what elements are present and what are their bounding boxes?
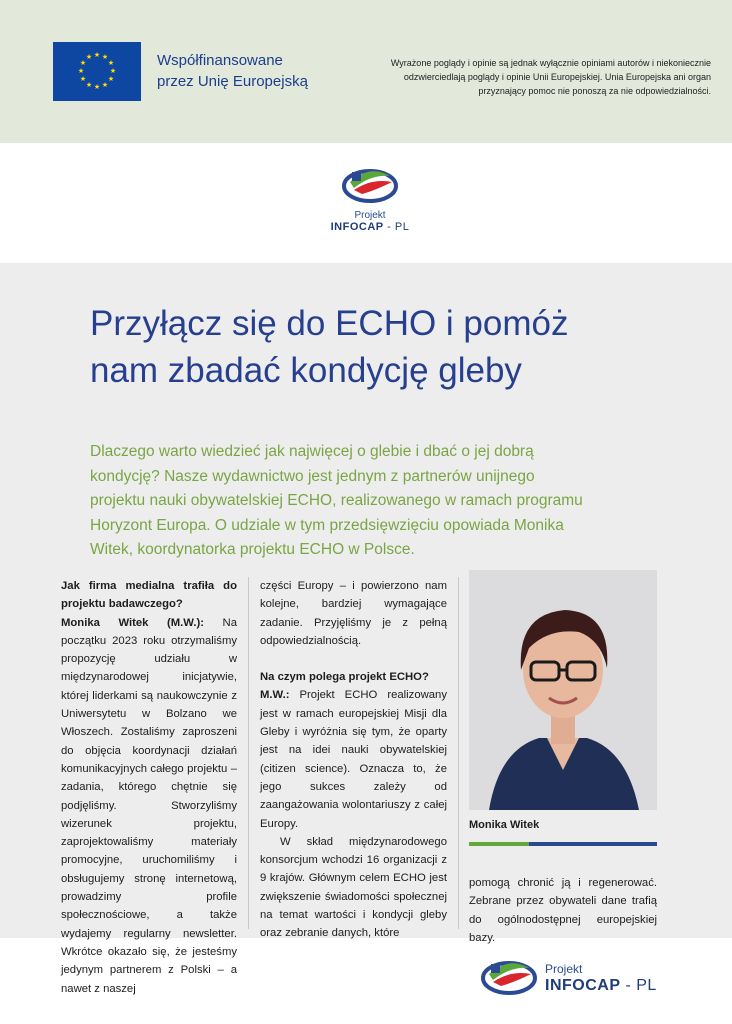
infocap-logo (325, 160, 415, 245)
svg-text:★: ★ (85, 53, 93, 61)
svg-text:★: ★ (93, 83, 101, 91)
question-1: Jak firma medialna trafiła do projektu badawczego? (61, 580, 237, 611)
article-column-2 (260, 577, 447, 943)
svg-text:★: ★ (93, 51, 101, 59)
svg-text:★: ★ (85, 81, 93, 89)
svg-text:★: ★ (107, 59, 115, 67)
svg-text:★: ★ (79, 59, 87, 67)
answer-1-continued: części Europy – i powierzono nam kolejne, bardziej wymagające zadanie. Przyjęliśmy je z pełną odpowiedzialnością. (260, 580, 447, 647)
footer-projekt-label: Projekt (545, 962, 583, 976)
eu-flag-icon (53, 42, 141, 101)
logo-projekt-label: Projekt (354, 210, 386, 221)
answer-1: Monika Witek (M.W.): Na początku 2023 roku otrzymaliśmy propozycję udziału w międzynarodowej inicjatywie, której liderkami są naukowczynie z Uniwersytetu w Bolzano we Włoszech. Zostaliśmy zaproszeni do objęcia koordynacji działań komunikacyjnych całego projektu – zadania, którego chętnie się podjęliśmy. Stworzyliśmy wizerunek projektu, zaprojektowaliśmy materiały promocyjne, uruchomiliśmy i obsługujemy stronę internetową, prowadzimy profile społecznościowe, a także wydajemy regularny newsletter. Wkrótce okazało się, że jesteśmy jedynym partnerem z Polski – a nawet z naszej (61, 616, 237, 995)
caption-underline (469, 842, 657, 846)
infocap-swoosh-icon (479, 952, 539, 1000)
svg-text:★: ★ (101, 53, 109, 61)
answer-2: M.W.: Projekt ECHO realizowany jest w ramach europejskiej Misji dla Gleby i wyróżnia się tym, że oparty jest na idei nauki obywatelskiej (citizen science). Oznacza to, że jego sukces zależy od zaangażowania wolontariuszy z całej Europy. (260, 689, 447, 830)
article-lead: Dlaczego warto wiedzieć jak najwięcej o glebie i dbać o jej dobrą kondycję? Nasze wydawnictwo jest jednym z partnerów unijnego projektu nauki obywatelskiej ECHO, realizowanego w ramach programu Horyzont Europa. O udziale w tym przedsięwzięciu opowiada Monika Witek, koordynatorka projektu ECHO w Polsce. (90, 443, 583, 558)
svg-text:★: ★ (109, 67, 117, 75)
photo-caption: Monika Witek (469, 819, 540, 831)
eu-header-band (0, 0, 732, 143)
answer-2-paragraph-2: W skład międzynarodowego konsorcjum wchodzi 16 organizacji z 9 krajów. Głównym celem ECHO jest zwiększenie świadomości społecznej na temat wartości i kondycji gleby oraz zebranie danych, które (260, 835, 447, 940)
svg-text:★: ★ (107, 75, 115, 83)
question-2: Na czym polega projekt ECHO? (260, 671, 429, 684)
portrait-photo (469, 570, 657, 810)
eu-disclaimer: Wyrażone poglądy i opinie są jednak wyłącznie opiniami autorów i niekoniecznie odzwierciedlają poglądy i opinie Unii Europejskiej. Unia Europejska ani organ przyznający pomoc nie ponoszą za nie odpowiedzialności. (390, 58, 711, 96)
eu-cofinanced-label: Współfinansowane przez Unię Europejską (157, 52, 308, 90)
svg-text:★: ★ (79, 75, 87, 83)
article-column-3 (469, 874, 657, 947)
logo-infocap-label: INFOCAP - PL (330, 221, 410, 233)
column-divider (458, 577, 459, 929)
column-divider (248, 577, 249, 929)
infocap-swoosh-icon (340, 160, 400, 208)
infocap-footer-logo (479, 950, 659, 1005)
svg-text:★: ★ (101, 81, 109, 89)
article-title: Przyłącz się do ECHO i pomóż nam zbadać kondycję gleby (90, 304, 569, 390)
article-column-1 (61, 577, 237, 998)
answer-2-continued: pomogą chronić ją i regenerować. Zebrane przez obywateli dane trafią do ogólnodostępnej europejskiej bazy. (469, 877, 657, 944)
footer-infocap-label: INFOCAP - PL (545, 977, 657, 994)
svg-text:★: ★ (77, 67, 85, 75)
